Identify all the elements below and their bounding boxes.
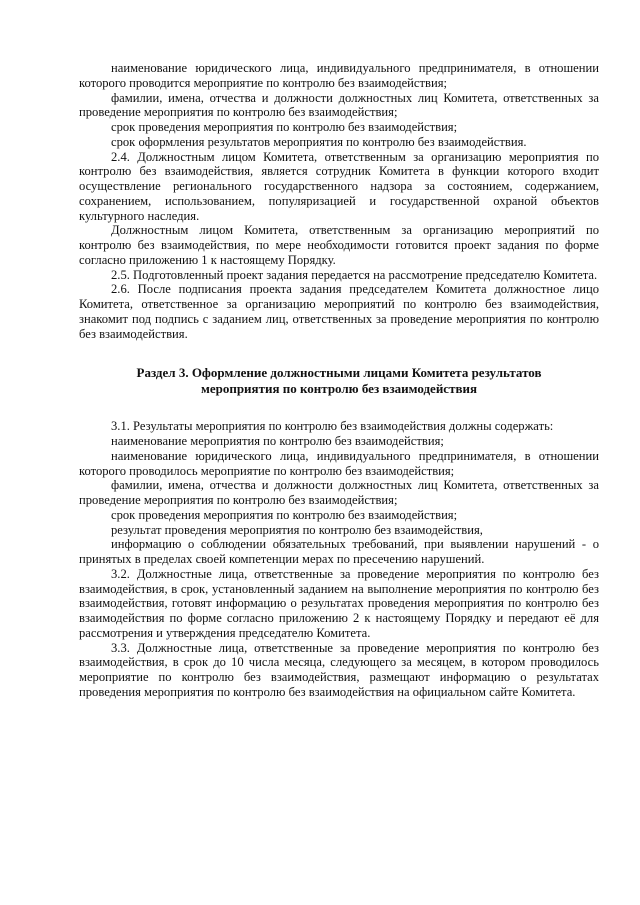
paragraph-s2-item-officials: фамилии, имена, отчества и должности должностных лиц Комитета, ответственных за проведение мероприятия по контролю без взаимодействия; [79,90,599,120]
paragraph-2-4-cont: Должностным лицом Комитета, ответственным за организацию мероприятий по контролю без взаимодействия, по мере необходимости готовится проект задания по форме согласно приложению 1 к настоящему Порядку. [79,223,599,267]
paragraph-s3-item-result: результат проведения мероприятия по контролю без взаимодействия, [111,522,483,537]
document-page [79,61,599,700]
paragraph-s2-item-term: срок проведения мероприятия по контролю без взаимодействия; [111,120,458,134]
paragraph-2-6: 2.6. После подписания проекта задания председателем Комитета должностное лицо Комитета, ответственное за организацию мероприятий по контролю без взаимодействия, знакомит под подпись с заданием лиц, ответственных за проведение мероприятия по контролю без взаимодействия. [79,282,599,341]
paragraph-s3-item-entity-name: наименование юридического лица, индивидуального предпринимателя, в отношении которого проводилось мероприятие по контролю без взаимодействия; [79,448,599,478]
paragraph-3-2: 3.2. Должностные лица, ответственные за проведение мероприятия по контролю без взаимодействия, в срок, установленный заданием на выполнение мероприятия по контролю без взаимодействия, готовят информацию о результатах проведения мероприятия по контролю без взаимодействия по форме согласно приложению 2 к настоящему Порядку и передают её для рассмотрения и утверждения председателю Комитета. [79,566,599,640]
paragraph-3-3: 3.3. Должностные лица, ответственные за проведение мероприятия по контролю без взаимодействия, в срок до 10 числа месяца, следующего за месяцем, в котором проводилось мероприятие по контролю без взаимодействия, размещают информацию о результатах проведения мероприятия по контролю без взаимодействия на официальном сайте Комитета. [79,640,599,699]
paragraph-s2-item-results-term: срок оформления результатов мероприятия по контролю без взаимодействия. [111,134,527,149]
paragraph-2-5: 2.5. Подготовленный проект задания передается на рассмотрение председателю Комитета. [111,267,598,282]
paragraph-2-4: 2.4. Должностным лицом Комитета, ответственным за организацию мероприятия по контролю без взаимодействия, является сотрудник Комитета в функции которого входит осуществление регионального государственного надзора за состоянием, содержанием, сохранением, использованием, популяризацией и государственной охраной объектов культурного наследия. [79,149,599,223]
paragraph-s3-item-compliance: информацию о соблюдении обязательных требований, при выявлении нарушений - о принятых в пределах своей компетенции мерах по пресечению нарушений. [79,537,599,566]
paragraph-3-1: 3.1. Результаты мероприятия по контролю без взаимодействия должны содержать: [111,419,554,434]
paragraph-s3-item-event-name: наименование мероприятия по контролю без взаимодействия; [111,434,444,448]
paragraph-s3-item-term: срок проведения мероприятия по контролю без взаимодействия; [111,507,458,522]
paragraph-s2-item-name: наименование юридического лица, индивидуального предпринимателя, в отношении которого проводится мероприятие по контролю без взаимодействия; [79,61,599,90]
paragraph-s3-item-officials: фамилии, имена, отчества и должности должностных лиц Комитета, ответственных за проведение мероприятия по контролю без взаимодействия; [79,478,599,507]
section-3-heading: Раздел 3. Оформление должностными лицами Комитета результатов мероприятия по контролю без взаимодействия [136,365,542,397]
